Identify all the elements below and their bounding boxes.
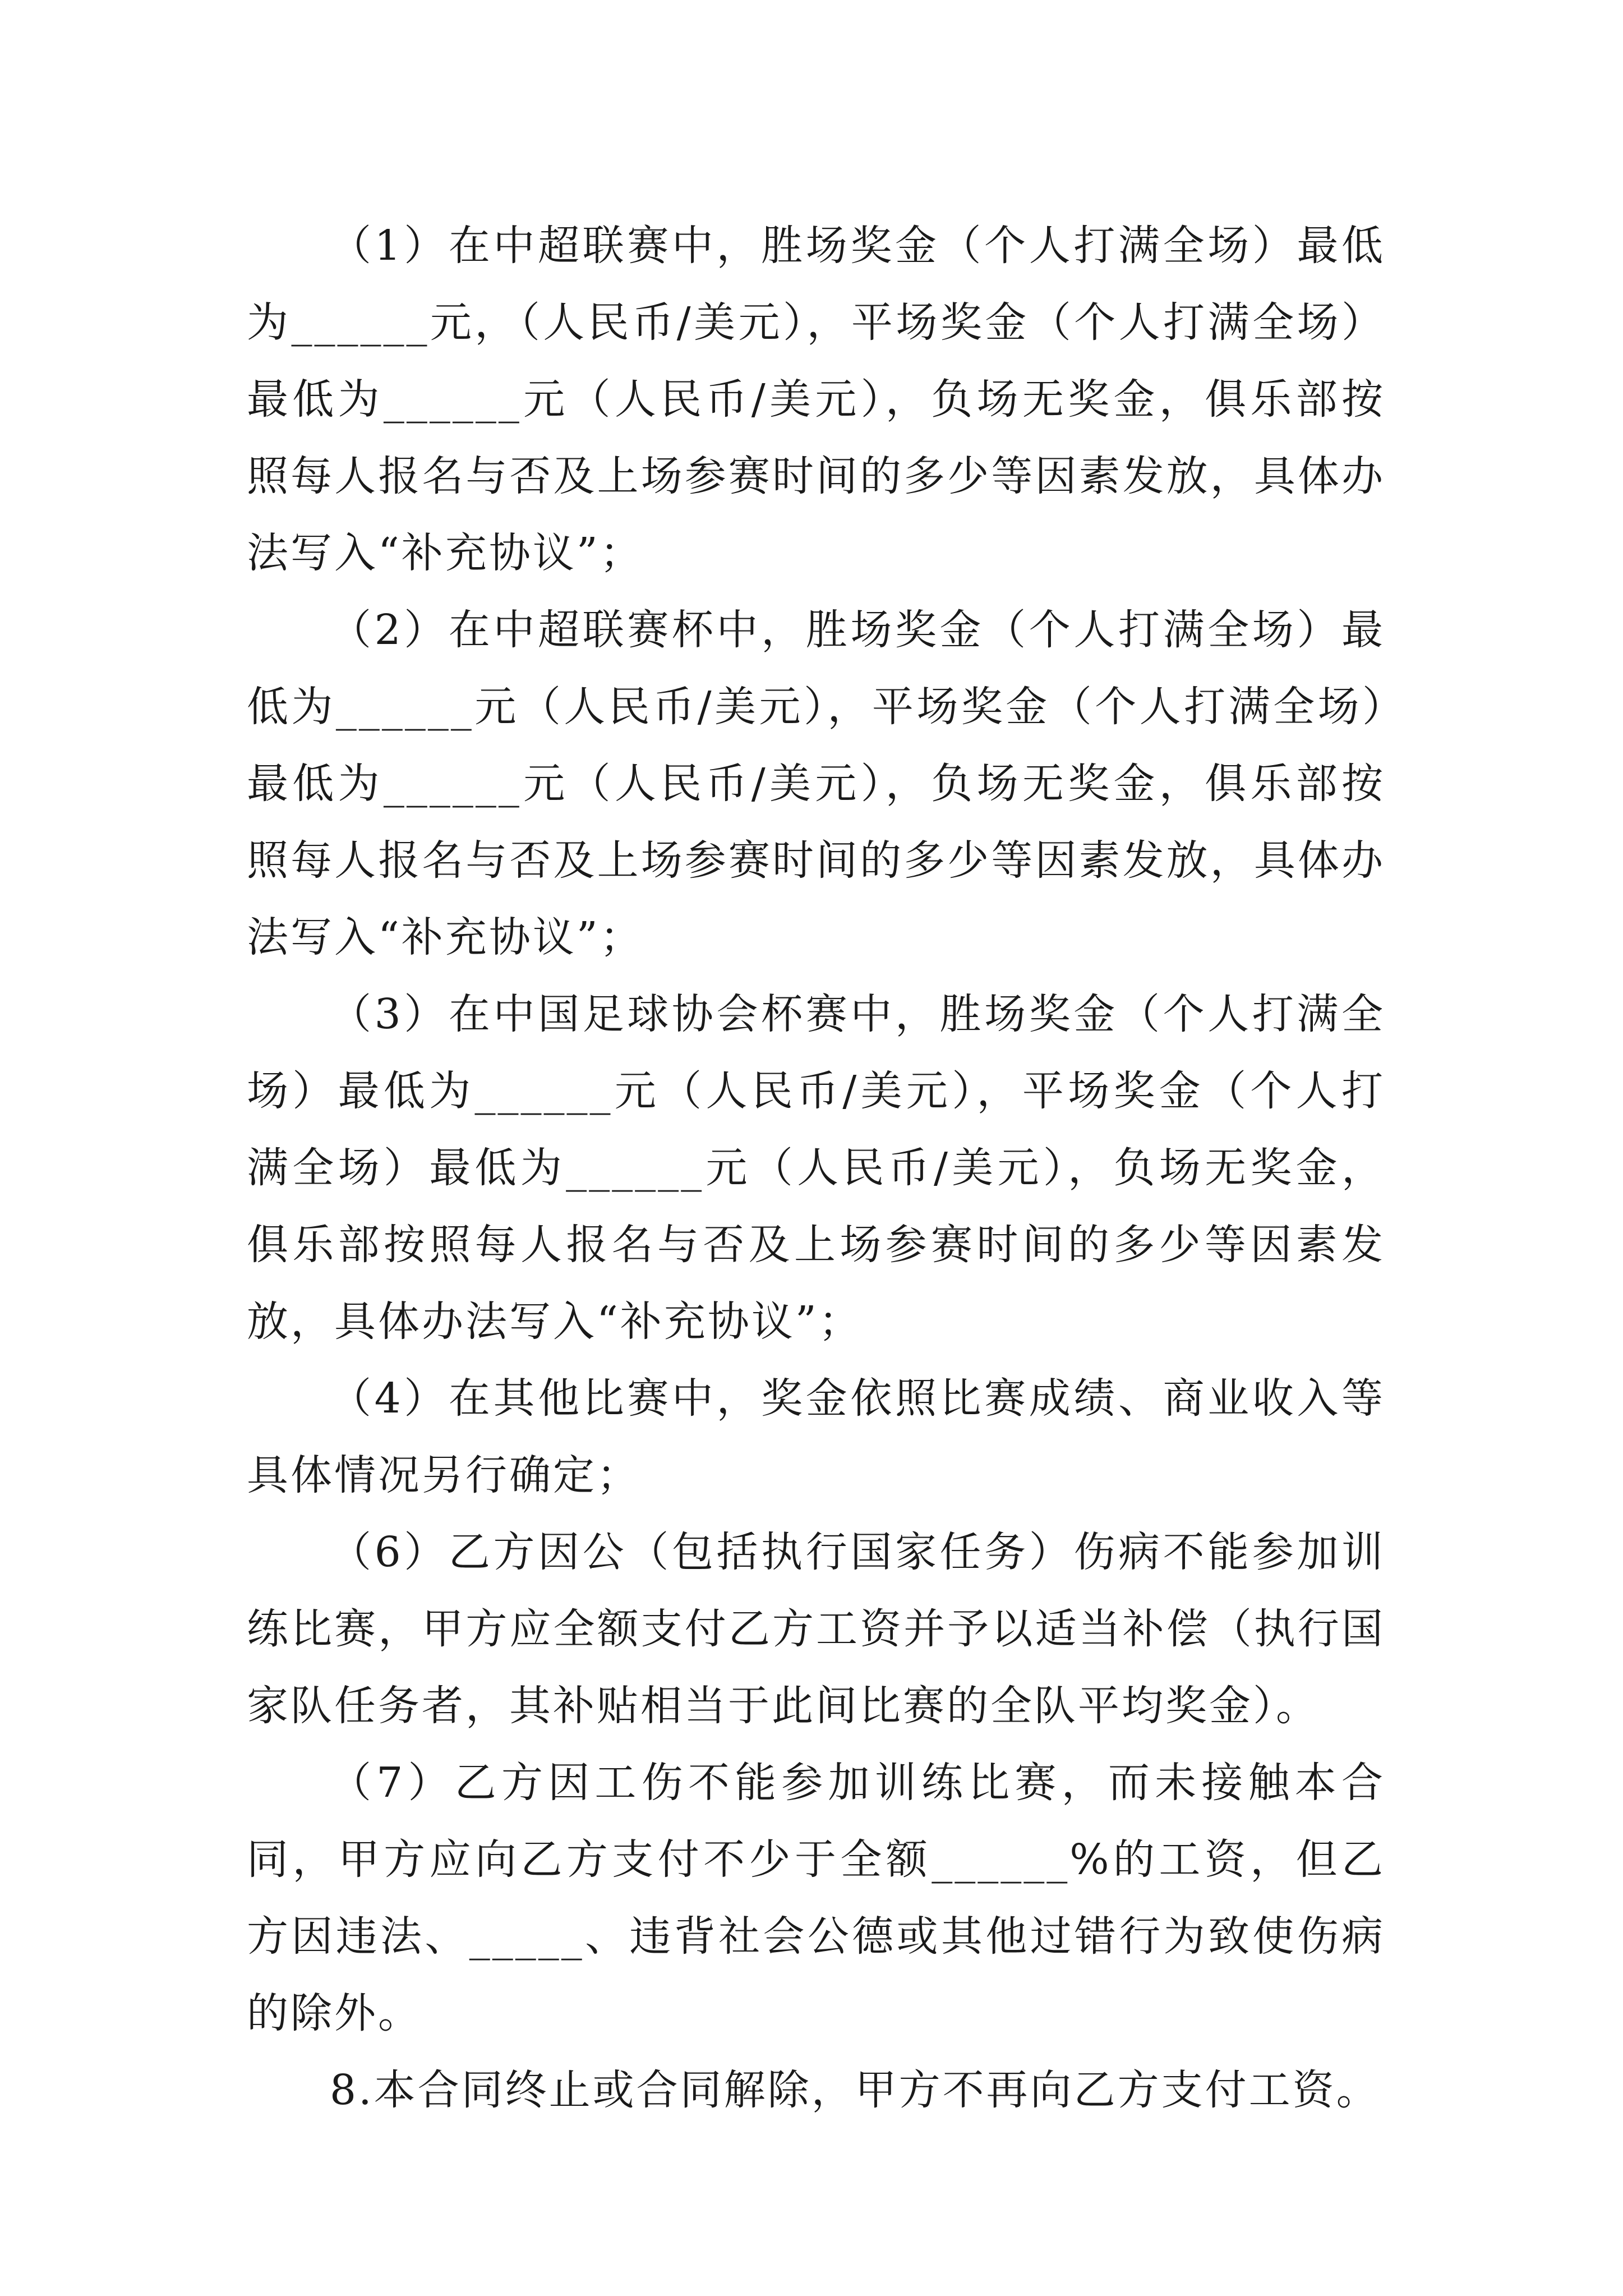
paragraph-6: （6）乙方因公（包括执行国家任务）伤病不能参加训练比赛，甲方应全额支付乙方工资并予以适当补偿（执行国家队任务者，其补贴相当于此间比赛的全队平均奖金）。 <box>247 1528 1385 1730</box>
paragraph-8: 8.本合同终止或合同解除，甲方不再向乙方支付工资。 <box>330 2066 1380 2114</box>
paragraph-1: （1）在中超联赛中，胜场奖金（个人打满全场）最低为______元，（人民币/美元），平场奖金（个人打满全场）最低为______元（人民币/美元），负场无奖金，俱乐部按照每人报名与否及上场参赛时间的多少等因素发放，具体办法写入“补充协议”； <box>247 222 1385 577</box>
paragraph-3: （3）在中国足球协会杯赛中，胜场奖金（个人打满全场）最低为______元（人民币/美元），平场奖金（个人打满全场）最低为______元（人民币/美元），负场无奖金，俱乐部按照每人报名与否及上场参赛时间的多少等因素发放，具体办法写入“补充协议”； <box>247 990 1385 1346</box>
document-body <box>247 208 1385 2129</box>
paragraph-7: （7）乙方因工伤不能参加训练比赛，而未接触本合同，甲方应向乙方支付不少于全额______%的工资，但乙方因违法、_____、违背社会公德或其他过错行为致使伤病的除外。 <box>247 1759 1385 2037</box>
paragraph-2: （2）在中超联赛杯中，胜场奖金（个人打满全场）最低为______元（人民币/美元），平场奖金（个人打满全场）最低为______元（人民币/美元），负场无奖金，俱乐部按照每人报名与否及上场参赛时间的多少等因素发放，具体办法写入“补充协议”； <box>247 606 1385 961</box>
paragraph-4: （4）在其他比赛中，奖金依照比赛成绩、商业收入等具体情况另行确定； <box>247 1374 1385 1499</box>
